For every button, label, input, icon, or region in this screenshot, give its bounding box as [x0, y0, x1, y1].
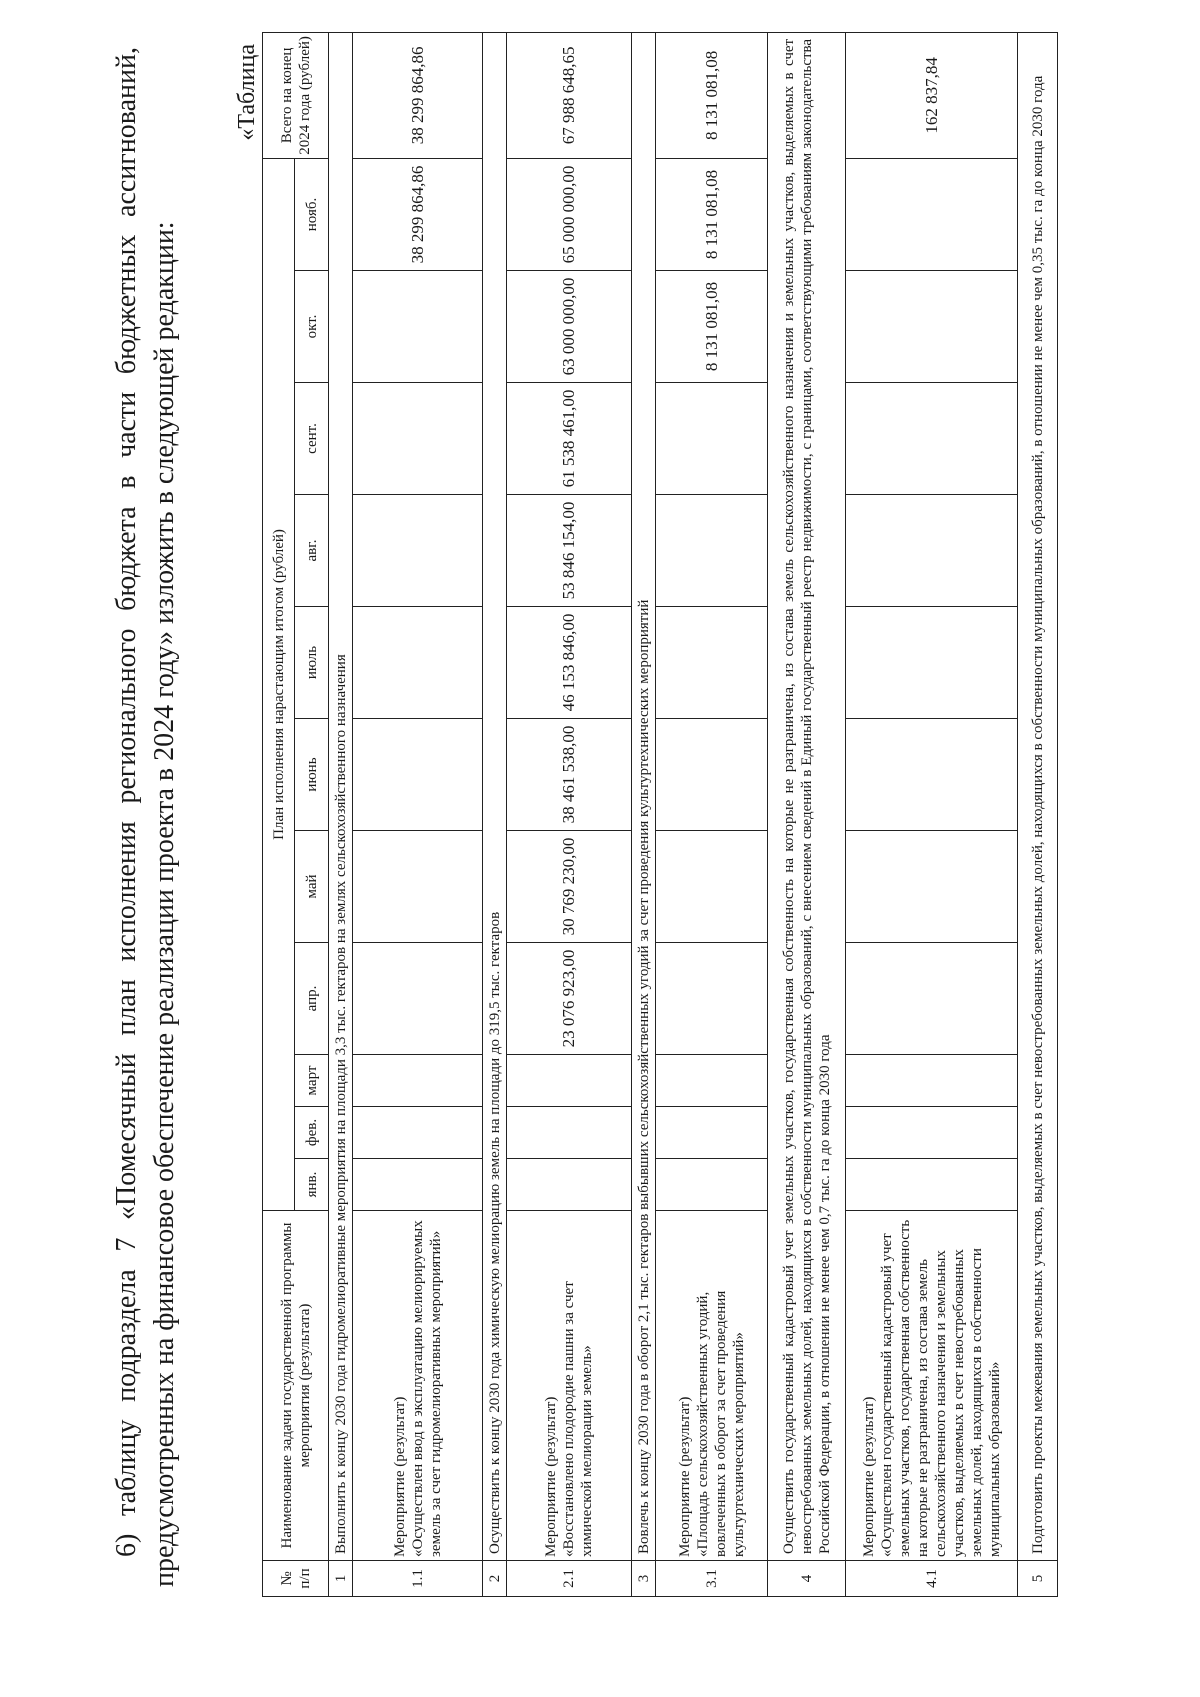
- total-value: 8 131 081,08: [656, 32, 768, 158]
- month-value: [846, 271, 1018, 383]
- header-plan: План исполнения нарастающим итогом (рублей): [263, 158, 295, 1210]
- result-title: «Площадь сельскохозяйственных угодий, вовлеченных в оборот за счет проведения культуртехнических мероприятий»: [694, 1290, 747, 1557]
- table-caption: «Таблица: [234, 44, 260, 141]
- month-value: [846, 158, 1018, 270]
- month-value: [846, 831, 1018, 943]
- result-label: Мероприятие (результат): [543, 1396, 559, 1557]
- result-label: Мероприятие (результат): [676, 1396, 693, 1557]
- month-value: [507, 1107, 632, 1159]
- month-value: [656, 719, 768, 831]
- month-value: 65 000 000,00: [507, 158, 632, 270]
- result-title: «Осуществлен ввод в эксплуатацию мелиорируемых земель за счет гидромелиоративных мероприятий»: [409, 1220, 444, 1557]
- month-header: фев.: [295, 1107, 329, 1159]
- task-row: [483, 32, 507, 1596]
- month-value: 30 769 230,00: [507, 831, 632, 943]
- result-row: [846, 32, 1018, 1596]
- row-num: 1: [329, 1561, 353, 1597]
- task-row: [768, 32, 846, 1596]
- intro-text: [108, 47, 184, 1587]
- month-header: сент.: [295, 383, 329, 495]
- month-value: [846, 719, 1018, 831]
- month-value: 38 461 538,00: [507, 719, 632, 831]
- task-text: Осуществить к концу 2030 года химическую мелиорацию земель на площади до 319,5 тыс. гектаров: [483, 32, 507, 1560]
- month-value: [656, 383, 768, 495]
- month-value: [353, 271, 483, 383]
- month-value: [656, 1055, 768, 1107]
- result-name: [846, 1211, 1018, 1561]
- month-header: нояб.: [295, 158, 329, 270]
- row-num: 1.1: [353, 1561, 483, 1597]
- month-value: 8 131 081,08: [656, 271, 768, 383]
- row-num: 3.1: [656, 1561, 768, 1597]
- month-value: 23 076 923,00: [507, 943, 632, 1055]
- month-header: июль: [295, 607, 329, 719]
- header-name: Наименование задачи государственной программы мероприятия (результата): [263, 1211, 329, 1561]
- result-title: «Осуществлен государственный кадастровый учет земельных участков, государственная собственность на которые не разграничена, из состава земель сельскохозяйственного назначения и земельных участков, выделяемых в счет невостребованных земельных долей, находящихся в собственности муниципальных образований»: [878, 1219, 1003, 1557]
- month-value: 63 000 000,00: [507, 271, 632, 383]
- month-value: [353, 607, 483, 719]
- month-value: [656, 831, 768, 943]
- budget-plan-table: [262, 32, 1058, 1597]
- row-num: 3: [632, 1561, 656, 1597]
- result-name: [507, 1211, 632, 1561]
- month-value: [656, 1159, 768, 1211]
- month-value: [353, 495, 483, 607]
- task-text: Выполнить к концу 2030 года гидромелиоративные мероприятия на площади 3,3 тыс. гектаров на землях сельскохозяйственного назначения: [329, 32, 353, 1560]
- month-value: 8 131 081,08: [656, 158, 768, 270]
- month-header: апр.: [295, 943, 329, 1055]
- month-value: 46 153 846,00: [507, 607, 632, 719]
- result-row: [656, 32, 768, 1596]
- month-value: [846, 943, 1018, 1055]
- month-value: [846, 1159, 1018, 1211]
- row-num: 5: [1018, 1561, 1058, 1597]
- total-value: 38 299 864,86: [353, 32, 483, 158]
- month-value: [846, 383, 1018, 495]
- result-row: [353, 32, 483, 1596]
- task-text: Осуществить государственный кадастровый учет земельных участков, государственная собственность на которые не разграничена, из состава земель сельскохозяйственного назначения и земельных участков, выделяемых в счет невостребованных земельных долей, находящихся в собственности муниципальных образований, с внесением сведений в Единый государственный реестр недвижимости, с границами, соответствующими требованиям законодательства Российской Федерации, в отношении не менее чем 0,7 тыс. га до конца 2030 года: [768, 32, 846, 1560]
- month-value: [353, 1107, 483, 1159]
- row-num: 2: [483, 1561, 507, 1597]
- task-row: [1018, 32, 1058, 1596]
- month-header: янв.: [295, 1159, 329, 1211]
- month-header: июнь: [295, 719, 329, 831]
- month-value: 61 538 461,00: [507, 383, 632, 495]
- result-name: [353, 1211, 483, 1561]
- intro-paragraph: 6) таблицу подраздела 7 «Помесячный план исполнения регионального бюджета в части бюджетных ассигнований, предусмотренных на финансовое обеспечение реализации проекта в 2024 году» изложить в следующей редакции:: [111, 47, 180, 1587]
- row-num: 2.1: [507, 1561, 632, 1597]
- month-value: [846, 495, 1018, 607]
- total-value: 67 988 648,65: [507, 32, 632, 158]
- month-value: [353, 1055, 483, 1107]
- result-title: «Восстановлено плодородие пашни за счет химической мелиорации земель»: [561, 1281, 595, 1557]
- result-label: Мероприятие (результат): [391, 1396, 408, 1557]
- month-header: май: [295, 831, 329, 943]
- result-label: Мероприятие (результат): [860, 1396, 877, 1557]
- month-value: [846, 1055, 1018, 1107]
- month-value: [353, 1159, 483, 1211]
- month-value: [353, 383, 483, 495]
- result-name: [656, 1211, 768, 1561]
- month-value: [656, 1107, 768, 1159]
- month-value: 38 299 864,86: [353, 158, 483, 270]
- task-row: [632, 32, 656, 1596]
- result-row: [507, 32, 632, 1596]
- total-value: 162 837,84: [846, 32, 1018, 158]
- row-num: 4.1: [846, 1561, 1018, 1597]
- month-value: [507, 1055, 632, 1107]
- month-value: [656, 495, 768, 607]
- month-header: март: [295, 1055, 329, 1107]
- month-value: [656, 943, 768, 1055]
- month-value: [353, 719, 483, 831]
- month-header: окт.: [295, 271, 329, 383]
- month-value: [353, 831, 483, 943]
- month-value: [507, 1159, 632, 1211]
- month-value: 53 846 154,00: [507, 495, 632, 607]
- header-num: № п/п: [263, 1561, 329, 1597]
- month-header: авг.: [295, 495, 329, 607]
- header-total: Всего на конец 2024 года (рублей): [263, 32, 329, 158]
- task-text: Вовлечь к концу 2030 года в оборот 2,1 тыс. гектаров выбывших сельскохозяйственных угодий за счет проведения культуртехнических мероприятий: [632, 32, 656, 1560]
- month-value: [656, 607, 768, 719]
- month-value: [846, 1107, 1018, 1159]
- row-num: 4: [768, 1561, 846, 1597]
- task-text: Подготовить проекты межевания земельных участков, выделяемых в счет невостребованных земельных долей, находящихся в собственности муниципальных образований, в отношении не менее чем 0,35 тыс. га до конца 2030 года: [1018, 32, 1058, 1560]
- month-value: [846, 607, 1018, 719]
- month-value: [353, 943, 483, 1055]
- task-row: [329, 32, 353, 1596]
